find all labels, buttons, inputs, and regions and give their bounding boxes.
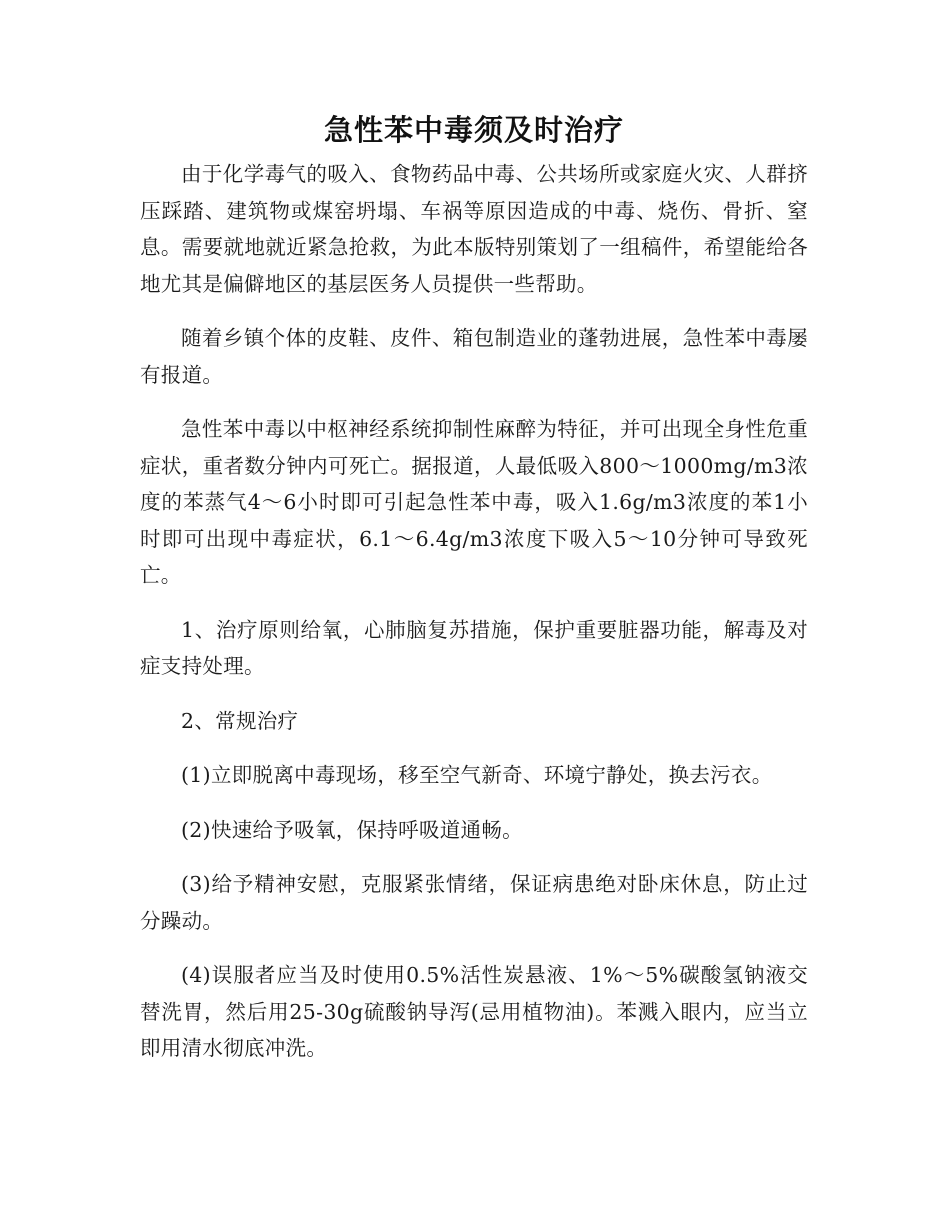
paragraph-step-4: (4)误服者应当及时使用0.5%活性炭悬液、1%～5%碳酸氢钠液交替洗胃，然后用25-30g硫酸钠导泻(忌用植物油)。苯溅入眼内，应当立即用清水彻底冲洗。 xyxy=(140,963,808,1060)
paragraph-background: 随着乡镇个体的皮鞋、皮件、箱包制造业的蓬勃进展，急性苯中毒屡有报道。 xyxy=(140,326,808,387)
paragraph-step-2: (2)快速给予吸氧，保持呼吸道通畅。 xyxy=(181,817,523,842)
document-title: 急性苯中毒须及时治疗 xyxy=(323,113,624,147)
paragraph-step-1: (1)立即脱离中毒现场，移至空气新奇、环境宁静处，换去污衣。 xyxy=(181,763,773,787)
paragraph-intro: 由于化学毒气的吸入、食物药品中毒、公共场所或家庭火灾、人群挤压踩踏、建筑物或煤窑坍塌、车祸等原因造成的中毒、烧伤、骨折、窒息。需要就地就近紧急抢救，为此本版特别策划了一组稿件，希望能给各地尤其是偏僻地区的基层医务人员提供一些帮助。 xyxy=(140,162,808,296)
document-page xyxy=(140,108,808,1085)
paragraph-step-3: (3)给予精神安慰，克服紧张情绪，保证病患绝对卧床休息，防止过分躁动。 xyxy=(140,872,808,933)
paragraph-symptoms: 急性苯中毒以中枢神经系统抑制性麻醉为特征，并可出现全身性危重症状，重者数分钟内可死亡。据报道，人最低吸入800～1000mg/m3浓度的苯蒸气4～6小时即可引起急性苯中毒，吸入1.6g/m3浓度的苯1小时即可出现中毒症状，6.1～6.4g/m3浓度下吸入5～10分钟可导致死亡。 xyxy=(140,417,808,587)
paragraph-principle: 1、治疗原则给氧，心肺脑复苏措施，保护重要脏器功能，解毒及对症支持处理。 xyxy=(140,617,808,678)
paragraph-routine-heading: 2、常规治疗 xyxy=(181,708,299,733)
